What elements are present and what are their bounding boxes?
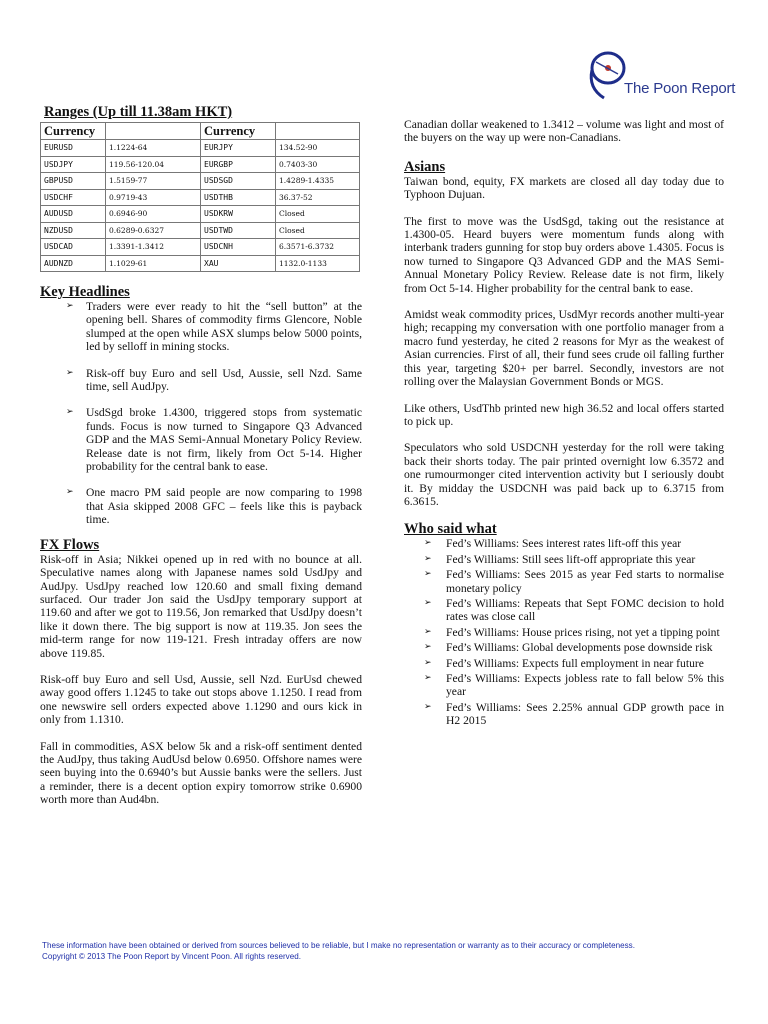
ranges-row (41, 255, 360, 272)
currency-pair-cell: USDJPY (41, 156, 106, 173)
ranges-row (41, 222, 360, 239)
asians-body (404, 175, 724, 509)
currency-pair-cell: GBPUSD (41, 173, 106, 190)
arrow-bullet-icon: ➢ (424, 657, 432, 668)
bullet-text: Fed’s Williams: Global developments pose downside risk (446, 641, 713, 655)
ranges-row (41, 189, 360, 206)
currency-header: Currency (41, 123, 106, 140)
range-header (276, 123, 360, 140)
currency-pair-cell: USDCHF (41, 189, 106, 206)
left-column (40, 104, 362, 807)
arrow-bullet-icon: ➢ (424, 538, 432, 549)
ranges-table (40, 122, 360, 272)
asians-title: Asians (404, 158, 446, 175)
ranges-row (41, 156, 360, 173)
right-column (404, 118, 724, 728)
bullet-item (40, 486, 362, 526)
fx-flows-title: FX Flows (40, 536, 100, 553)
bullet-text: Fed’s Williams: Still sees lift-off appropriate this year (446, 552, 696, 566)
paragraph: The first to move was the UsdSgd, taking out the resistance at 1.4300-05. Heard buyers were momentum funds along with interbank traders gunning for stop buy orders above 1.4305. Focus is now turned to Singapore Q3 Advanced GDP and the MAS Semi-Annual Monetary Policy Review. Release date is not firm, likely from Oct 5-14. Higher probability for the central bank to ease. (404, 214, 724, 295)
arrow-bullet-icon: ➢ (424, 597, 432, 608)
logo-text: The Poon Report (624, 80, 736, 97)
arrow-bullet-icon: ➢ (424, 553, 432, 564)
poon-report-logo (584, 48, 754, 104)
range-value-cell: 119.56-120.04 (106, 156, 201, 173)
arrow-bullet-icon: ➢ (66, 301, 74, 311)
fx-flows-body (40, 553, 362, 807)
bullet-text: Fed’s Williams: House prices rising, not yet a tipping point (446, 625, 720, 639)
ranges-title: Ranges (Up till 11.38am HKT) (44, 104, 233, 120)
bullet-item (404, 537, 724, 550)
range-value-cell: 0.6289-0.6327 (106, 222, 201, 239)
bullet-item (404, 568, 724, 595)
currency-pair-cell: EURGBP (201, 156, 276, 173)
range-value-cell: 0.9719-43 (106, 189, 201, 206)
bullet-item (404, 597, 724, 624)
paragraph: Risk-off in Asia; Nikkei opened up in red with no bounce at all. Speculative names along with Japanese names sold UsdJpy and AudJpy. UsdJpy reached low 120.60 and small fixing demand surfaced. Our trader Jon said the UsdJpy temporary support at 119.60 and after we got to 119.56, Jon remarked that UsdJpy doesn’t like it down there. The big support is now at 119.35. Jon sees the mid-term range for now 119-121. Fresh intraday offers are now above 119.85. (40, 552, 362, 660)
arrow-bullet-icon: ➢ (66, 407, 74, 418)
arrow-bullet-icon: ➢ (66, 487, 74, 498)
who-said-what-title: Who said what (404, 521, 497, 538)
bullet-text: UsdSgd broke 1.4300, triggered stops from systematic funds. Focus is now turned to Singapore Q3 Advanced GDP and the MAS Semi-Annual Monetary Policy Review. Release date is not firm, likely from Oct 5-14. Higher probability for the central bank to ease. (86, 406, 362, 474)
range-value-cell: 1.3391-1.3412 (106, 239, 201, 256)
currency-pair-cell: AUDUSD (41, 206, 106, 223)
currency-pair-cell: USDTWD (201, 222, 276, 239)
canadian-dollar-paragraph: Canadian dollar weakened to 1.3412 – volume was light and most of the buyers on the way up were non-Canadians. (404, 118, 724, 145)
bullet-item (40, 406, 362, 473)
bullet-item (404, 701, 724, 728)
arrow-bullet-icon: ➢ (424, 569, 432, 580)
bullet-item (40, 367, 362, 394)
arrow-bullet-icon: ➢ (66, 367, 74, 378)
ranges-row (41, 206, 360, 223)
range-value-cell: 1.1224-64 (106, 140, 201, 157)
bullet-item (40, 300, 362, 354)
currency-pair-cell: USDTHB (201, 189, 276, 206)
bullet-text: Traders were ever ready to hit the “sell button” at the opening bell. Shares of commodity firms Glencore, Noble slumped at the open while ASX slumps below 5000 points, led by selloff in mining stocks. (86, 300, 362, 354)
range-value-cell: Closed (276, 206, 360, 223)
bullet-item (404, 641, 724, 654)
paragraph: Taiwan bond, equity, FX markets are closed all day today due to Typhoon Dujuan. (404, 174, 724, 202)
currency-pair-cell: USDCNH (201, 239, 276, 256)
range-value-cell: Closed (276, 222, 360, 239)
bullet-text: Fed’s Williams: Repeats that Sept FOMC decision to hold rates was close call (446, 596, 724, 624)
bullet-text: Fed’s Williams: Sees 2015 as year Fed starts to normalise monetary policy (446, 568, 724, 595)
key-headlines-title: Key Headlines (40, 284, 130, 300)
range-value-cell: 1132.0-1133 (276, 255, 360, 272)
range-value-cell: 0.6946-90 (106, 206, 201, 223)
paragraph: Amidst weak commodity prices, UsdMyr records another multi-year high; recapping my conversation with one portfolio manager from a macro fund yesterday, he cited 2 reasons for Myr as the weakest of Asian currencies. First of all, their fund sees crude oil falling further this year, targeting $20+ per barrel. Secondly, investors are not rolling over the Malaysian Government Bonds or MGS. (404, 308, 724, 389)
range-value-cell: 1.1029-61 (106, 255, 201, 272)
range-value-cell: 6.3571-6.3732 (276, 239, 360, 256)
currency-pair-cell: USDSGD (201, 173, 276, 190)
arrow-bullet-icon: ➢ (424, 701, 432, 712)
who-said-what-list (404, 537, 724, 727)
paragraph: Risk-off buy Euro and sell Usd, Aussie, sell Nzd. EurUsd chewed away good offers 1.1245 to take out stops above 1.1250. I read from one newswire sell orders expected above 1.1290 and ours kick in only from 1.1310. (40, 672, 362, 727)
ranges-row (41, 140, 360, 157)
currency-header: Currency (201, 123, 276, 140)
paragraph: Speculators who sold USDCNH yesterday for the roll were taking back their shorts today. The pair printed overnight low 6.3572 and one rumourmonger cited intervention activity but I seriously doubt it. By midday the USDCNH was paid back up to 6.3715 from 6.3615. (404, 441, 724, 508)
arrow-bullet-icon: ➢ (424, 673, 432, 683)
copyright-text: Copyright © 2013 The Poon Report by Vincent Poon. All rights reserved. (42, 952, 301, 961)
currency-pair-cell: NZDUSD (41, 222, 106, 239)
ranges-row (41, 173, 360, 190)
range-value-cell: 1.5159-77 (106, 173, 201, 190)
currency-pair-cell: EURUSD (41, 140, 106, 157)
bullet-text: Fed’s Williams: Sees interest rates lift-off this year (446, 537, 682, 551)
key-headlines-list (40, 300, 362, 527)
range-value-cell: 0.7403-30 (276, 156, 360, 173)
bullet-item (404, 657, 724, 670)
bullet-text: One macro PM said people are now comparing to 1998 that Asia skipped 2008 GFC – feels like this is payback time. (86, 486, 362, 527)
arrow-bullet-icon: ➢ (424, 626, 432, 637)
paragraph: Like others, UsdThb printed new high 36.52 and local offers started to pick up. (404, 401, 724, 428)
currency-pair-cell: EURJPY (201, 140, 276, 157)
ranges-header-row (41, 123, 360, 140)
currency-pair-cell: AUDNZD (41, 255, 106, 272)
footer (42, 940, 742, 962)
bullet-text: Fed’s Williams: Expects full employment in near future (446, 656, 704, 670)
bullet-text: Fed’s Williams: Expects jobless rate to fall below 5% this year (446, 672, 724, 699)
bullet-text: Risk-off buy Euro and sell Usd, Aussie, sell Nzd. Same time, sell AudJpy. (86, 366, 362, 394)
currency-pair-cell: USDCAD (41, 239, 106, 256)
disclaimer-text: These information have been obtained or derived from sources believed to be reliable, but I make no representation or warranty as to their accuracy or completeness. (42, 941, 635, 950)
bullet-text: Fed’s Williams: Sees 2.25% annual GDP growth pace in H2 2015 (446, 700, 724, 728)
range-header (106, 123, 201, 140)
range-value-cell: 134.52-90 (276, 140, 360, 157)
range-value-cell: 1.4289-1.4335 (276, 173, 360, 190)
paragraph: Fall in commodities, ASX below 5k and a risk-off sentiment dented the AudJpy, thus taking AudUsd below 0.6950. Offshore names were seen buying into the 0.6940’s but Aussie banks were the sellers. Just a reminder, there is a decent option expiry tomorrow strike 0.6900 worth more than Aud4bn. (40, 739, 362, 807)
bullet-item (404, 626, 724, 639)
arrow-bullet-icon: ➢ (424, 642, 432, 653)
currency-pair-cell: USDKRW (201, 206, 276, 223)
ranges-row (41, 239, 360, 256)
currency-pair-cell: XAU (201, 255, 276, 272)
range-value-cell: 36.37-52 (276, 189, 360, 206)
bullet-item (404, 672, 724, 699)
bullet-item (404, 553, 724, 566)
